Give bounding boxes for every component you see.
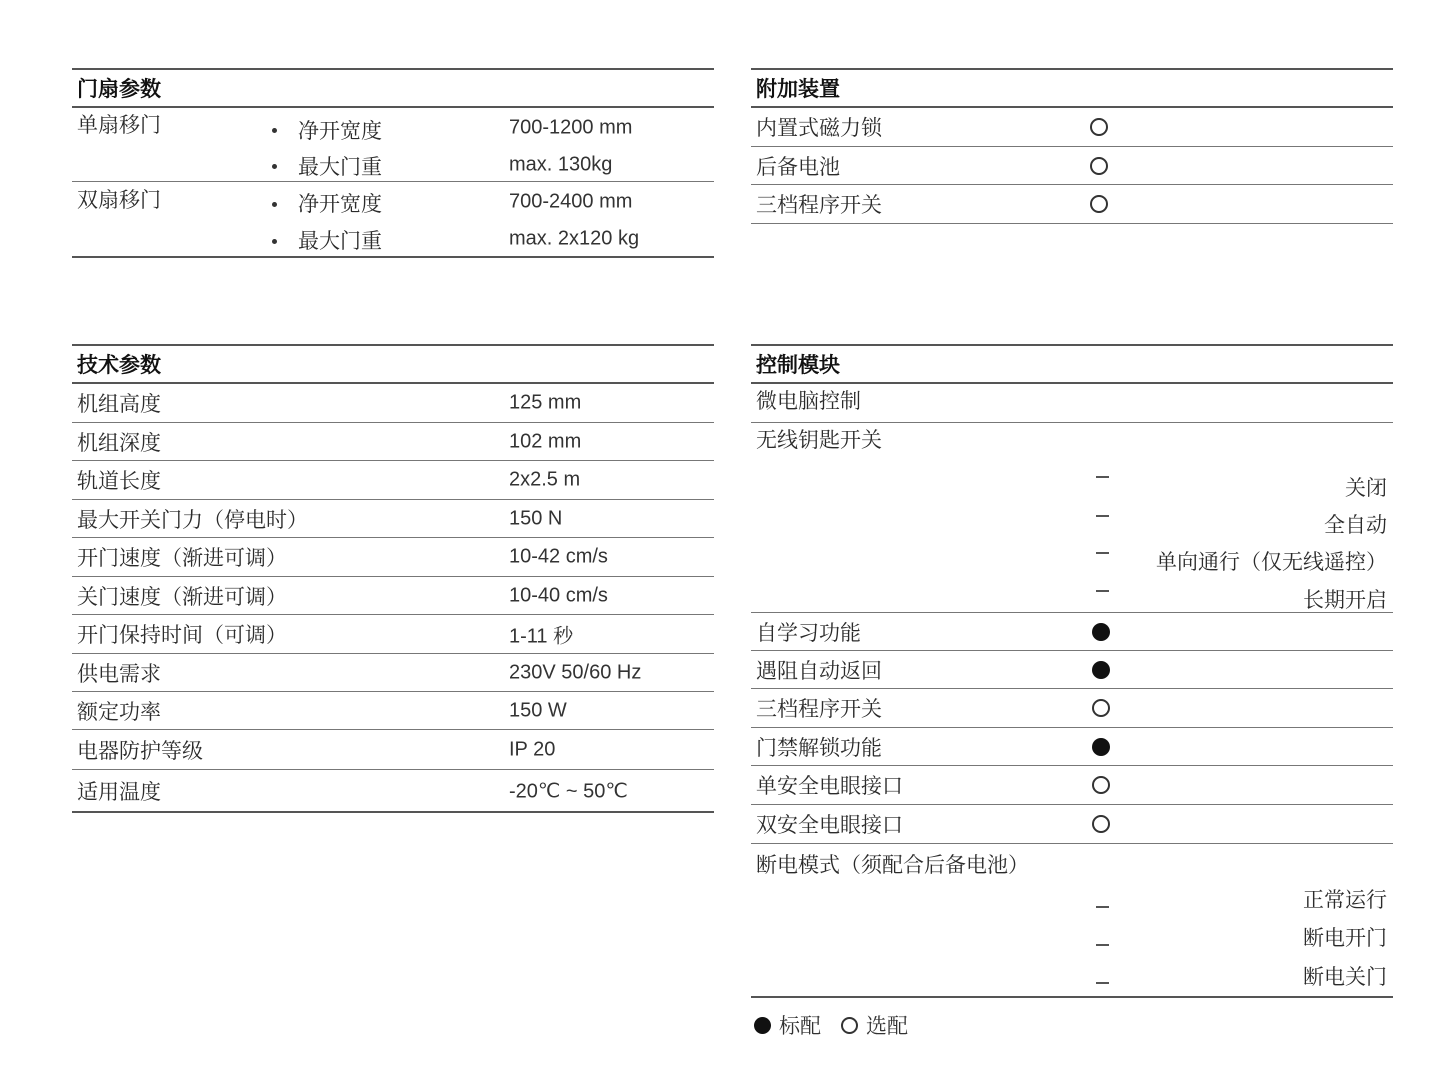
bullet-icon [272, 202, 277, 207]
door-item-value: max. 2x120 kg [509, 227, 640, 250]
control-title: 控制模块 [751, 344, 1393, 384]
control-table [751, 344, 1393, 998]
power-fail-mode: 断电开门 [1303, 926, 1387, 950]
control-row-wireless [751, 423, 1393, 613]
tech-label: 开门保持时间（可调） [77, 623, 287, 647]
tech-row [72, 423, 714, 461]
accessory-row [751, 147, 1393, 185]
tech-row [72, 577, 714, 615]
control-label: 双安全电眼接口 [756, 813, 903, 837]
tech-value: -20℃ ~ 50℃ [509, 780, 628, 802]
accessory-row [751, 185, 1393, 224]
control-label: 遇阻自动返回 [756, 658, 882, 683]
tech-row [72, 615, 714, 654]
control-row [751, 613, 1393, 651]
tech-label: 最大开关门力（停电时） [77, 507, 308, 532]
tech-label: 供电需求 [77, 661, 161, 686]
accessory-label: 后备电池 [756, 154, 840, 179]
door-item-value: max. 130kg [509, 153, 613, 176]
tech-value: 125 mm [509, 391, 582, 414]
power-fail-mode: 正常运行 [1303, 888, 1387, 912]
dash-icon [1096, 982, 1109, 984]
standard-dot-icon [1092, 738, 1110, 756]
wireless-mode: 全自动 [1324, 513, 1387, 537]
accessory-title: 附加装置 [751, 68, 1393, 108]
control-label: 三档程序开关 [756, 697, 882, 721]
tech-value: 10-40 cm/s [509, 584, 608, 606]
door-item-label: 最大门重 [298, 155, 382, 179]
optional-circle-icon [1092, 776, 1110, 794]
tech-row [72, 538, 714, 577]
tech-row [72, 461, 714, 500]
tech-row [72, 654, 714, 692]
tech-row [72, 692, 714, 730]
dash-icon [1096, 515, 1109, 517]
bullet-icon [272, 164, 277, 169]
optional-circle-icon [1092, 699, 1110, 717]
wireless-mode: 关闭 [1345, 476, 1387, 500]
dash-icon [1096, 590, 1109, 592]
dash-icon [1096, 476, 1109, 478]
tech-label: 适用温度 [77, 779, 161, 804]
tech-label: 轨道长度 [77, 469, 161, 493]
control-label: 门禁解锁功能 [756, 735, 882, 760]
accessory-table [751, 68, 1393, 224]
tech-params-table [72, 344, 714, 813]
dash-icon [1096, 906, 1109, 908]
door-group-name: 单扇移门 [77, 113, 161, 137]
legend [754, 1010, 908, 1040]
door-group-single [72, 108, 714, 182]
door-item-label: 最大门重 [298, 229, 382, 253]
optional-circle-icon [841, 1017, 858, 1034]
tech-value: 102 mm [509, 430, 582, 452]
bullet-icon [272, 239, 277, 244]
legend-standard-label: 标配 [779, 1014, 821, 1038]
control-row [751, 728, 1393, 766]
accessory-row [751, 108, 1393, 147]
tech-value: IP 20 [509, 738, 556, 760]
tech-value: 150 N [509, 507, 563, 529]
control-row [751, 689, 1393, 728]
optional-circle-icon [1092, 815, 1110, 833]
door-group-name: 双扇移门 [77, 188, 161, 212]
bullet-icon [272, 128, 277, 133]
legend-optional-label: 选配 [866, 1014, 908, 1038]
control-label: 断电模式（须配合后备电池） [756, 853, 1029, 877]
wireless-mode: 长期开启 [1303, 588, 1387, 612]
tech-value: 2x2.5 m [509, 468, 581, 491]
wireless-mode: 单向通行（仅无线遥控） [1156, 550, 1387, 574]
tech-value: 1-11 秒 [509, 625, 574, 648]
door-group-double [72, 182, 714, 258]
power-fail-mode: 断电关门 [1303, 965, 1387, 989]
optional-circle-icon [1090, 195, 1108, 213]
control-row-micro [751, 384, 1393, 423]
door-item-label: 净开宽度 [298, 119, 382, 143]
tech-label: 机组高度 [77, 392, 161, 416]
tech-row [72, 500, 714, 538]
tech-label: 额定功率 [77, 699, 161, 724]
door-item-value: 700-1200 mm [509, 116, 633, 139]
optional-circle-icon [1090, 157, 1108, 175]
control-label: 单安全电眼接口 [756, 774, 903, 798]
dash-icon [1096, 552, 1109, 554]
optional-circle-icon [1090, 118, 1108, 136]
door-params-title: 门扇参数 [72, 68, 714, 108]
standard-dot-icon [1092, 661, 1110, 679]
accessory-label: 三档程序开关 [756, 193, 882, 217]
tech-row [72, 770, 714, 813]
control-row [751, 766, 1393, 805]
tech-params-title: 技术参数 [72, 344, 714, 384]
control-label: 微电脑控制 [756, 389, 861, 413]
door-item-value: 700-2400 mm [509, 190, 633, 213]
tech-row [72, 730, 714, 770]
control-row [751, 651, 1393, 689]
tech-label: 开门速度（渐进可调） [77, 546, 287, 570]
standard-dot-icon [754, 1017, 771, 1034]
dash-icon [1096, 944, 1109, 946]
tech-value: 150 W [509, 699, 567, 721]
control-label: 无线钥匙开关 [756, 428, 882, 452]
tech-label: 电器防护等级 [77, 738, 203, 763]
tech-value: 230V 50/60 Hz [509, 661, 642, 683]
tech-row [72, 384, 714, 423]
control-row [751, 805, 1393, 844]
accessory-label: 内置式磁力锁 [756, 116, 882, 140]
door-item-label: 净开宽度 [298, 192, 382, 216]
tech-label: 关门速度（渐进可调） [77, 584, 287, 609]
door-params-table [72, 68, 714, 258]
standard-dot-icon [1092, 623, 1110, 641]
control-label: 自学习功能 [756, 620, 861, 645]
tech-value: 10-42 cm/s [509, 545, 608, 568]
tech-label: 机组深度 [77, 430, 161, 455]
control-row-power-fail [751, 844, 1393, 998]
